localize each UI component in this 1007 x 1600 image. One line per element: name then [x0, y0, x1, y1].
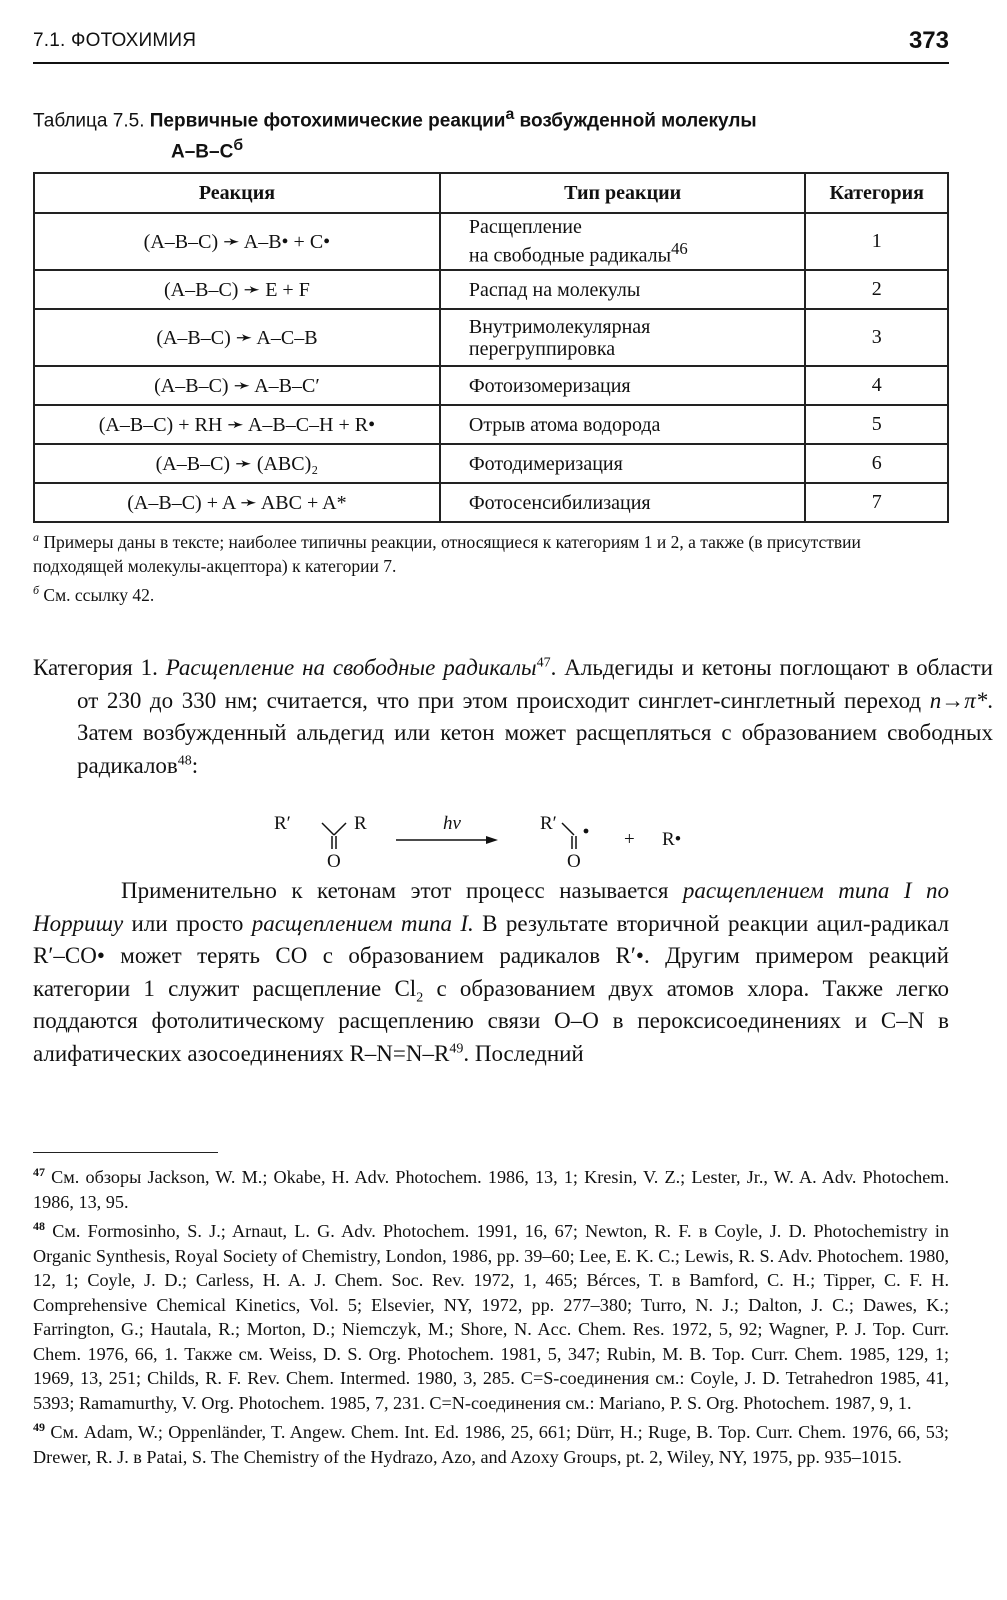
category-cell: 5 [805, 405, 948, 444]
scheme-r-radical: R• [662, 829, 682, 850]
type-cell [440, 213, 806, 270]
ref-47: 47 [536, 655, 551, 671]
category-cell: 1 [805, 213, 948, 270]
paragraph-text: В результате вторичной реакции ацил-радикал R′–CO• может терять CO с образованием радикалов R′•. Другим примером реакций категории 1 служит расщепление Cl [33, 910, 949, 1001]
ref-48: 48 [177, 753, 192, 769]
scheme-r-prime-product: R′ [540, 813, 557, 834]
footnotes [33, 1160, 949, 1469]
table-title-line2 [33, 133, 949, 164]
reaction-cell: (A–B–C) ➛ (ABC)₂ [34, 444, 440, 483]
norrish-reaction-scheme [270, 805, 710, 875]
table-note-a [33, 525, 949, 578]
category-cell: 6 [805, 444, 948, 483]
page-number: 373 [908, 27, 949, 54]
scheme-plus: + [624, 829, 635, 850]
note-b-mark: б [33, 582, 40, 597]
type-line2: на свободные радикалы [468, 244, 672, 267]
reaction-cell: (A–B–C) ➛ E + F [34, 270, 440, 309]
paragraph-text: с образованием двух атомов хлора. Также легко поддаются фотолитическому расщеплению связи O–O в пероксисоединениях и C–N в алифатических азосоединениях R–N=N–R [33, 975, 949, 1066]
bond-line [562, 823, 574, 835]
reaction-cell: (A–B–C) + A ➛ ABC + A* [34, 483, 440, 522]
term-italic: расщеплением типа I по Норришу [33, 878, 949, 936]
molecule-label: А–В–С [171, 141, 234, 163]
scheme-r-prime: R′ [274, 813, 291, 834]
reaction-cell: (A–B–C) ➛ A–B• + C• [34, 213, 440, 270]
table-row [34, 213, 948, 270]
category-cell: 2 [805, 270, 948, 309]
type-cell: Фотосенсибилизация [440, 483, 806, 522]
section-title: 7.1. ФОТОХИМИЯ [33, 30, 197, 51]
ref-49: 49 [449, 1041, 464, 1057]
bond-line [322, 823, 334, 835]
type-ref: 46 [671, 239, 688, 259]
footnote-divider [33, 1152, 218, 1153]
table-row [34, 270, 948, 309]
type-line1: Внутримолекулярная [468, 315, 651, 338]
table-title-rest: возбужденной молекулы [514, 110, 757, 132]
paragraph-text: . Затем возбужденный альдегид или кетон может расщепляться с образованием свободных радикалов [77, 687, 993, 778]
footnote-49 [33, 1415, 949, 1469]
scheme-hv: hv [443, 813, 461, 834]
scheme-o: O [327, 851, 341, 872]
paragraph-text: Применительно к кетонам этот процесс называется [121, 878, 683, 903]
table-row [34, 444, 948, 483]
table-note-b [33, 578, 949, 607]
category-cell: 7 [805, 483, 948, 522]
category-cell: 4 [805, 366, 948, 405]
bond-line [334, 823, 346, 835]
type-cell: Отрыв атома водорода [440, 405, 806, 444]
reaction-cell: (A–B–C) + RH ➛ A–B–C–H + R• [34, 405, 440, 444]
type-cell: Фотодимеризация [440, 444, 806, 483]
scheme-o-product: O [567, 851, 581, 872]
footnote-48 [33, 1214, 949, 1415]
scheme-r: R [354, 813, 367, 834]
table-row [34, 366, 948, 405]
running-head [33, 28, 949, 64]
transition-notation: n→π* [929, 687, 988, 713]
header-category: Категория [805, 173, 948, 213]
paragraph-text: . Альдегиды и кетоны поглощают в области от 230 до 330 нм; считается, что при этом происходит синглет-синглетный переход [77, 655, 993, 713]
paragraph-text: . Последний [463, 1040, 584, 1066]
footnote-text: См. Adam, W.; Oppenländer, T. Angew. Chem. Int. Ed. 1986, 25, 661; Dürr, H.; Ruge, B. Top. Curr. Chem. 1976, 66, 53; Drewer, R. J. в Patai, S. The Chemistry of the Hydrazo, Azo, and Azoxy Groups, pt. 2, Wiley, NY, 1975, pp. 935–1015. [33, 1422, 949, 1467]
note-a-text: Примеры даны в тексте; наиболее типичны реакции, относящиеся к категориям 1 и 2, а также (в присутствии подходящей молекулы-акцептора) к категории 7. [33, 531, 861, 576]
footnote-47 [33, 1160, 949, 1214]
category-cell: 3 [805, 309, 948, 366]
footnote-number: 48 [33, 1219, 45, 1234]
type-line2: перегруппировка [468, 337, 616, 360]
subscript: 2 [416, 990, 424, 1006]
table-note-mark-b: б [233, 137, 244, 155]
type-cell: Распад на молекулы [440, 270, 806, 309]
table-note-mark-a: а [505, 106, 515, 123]
table-notes [33, 525, 949, 607]
footnote-text: См. Formosinho, S. J.; Arnaut, L. G. Adv. Photochem. 1991, 16, 67; Newton, R. F. в Coyle, J. D. Photochemistry in Organic Synthesis, Royal Society of Chemistry, London, 1986, pp. 39–60; Lee, E. K. C.; Lewis, R. S. Adv. Photochem. 1980, 12, 1; Coyle, J. D.; Carless, H. A. J. Chem. Soc. Rev. 1972, 1, 465; Bérces, T. в Bamford, C. H.; Tipper, C. F. H. Comprehensive Chemical Kinetics, Vol. 5; Elsevier, NY, 1972, pp. 277–380; Turro, N. J.; Dalton, J. C.; Dawes, K.; Farrington, G.; Hautala, R.; Morton, D.; Niemczyk, M.; Shore, N. Acc. Chem. Res. 1972, 5, 92; Wagner, P. J. Top. Curr. Chem. 1976, 66, 1. Также см. Weiss, D. S. Org. Photochem. 1981, 5, 347; Rubin, M. B. Top. Curr. Chem. 1985, 129, 1; 1969, 13, 251; Childs, R. F. Rev. Chem. Intermed. 1980, 3, 285. C=S-соединения см.: Coyle, J. D. Tetrahedron 1985, 41, 5393; Ramamurthy, V. Org. Photochem. 1985, 7, 231. C=N-соединения см.: Mariano, P. S. Org. Photochem. 1987, 9, 1. [33, 1221, 949, 1413]
type-line1: Расщепление [468, 216, 582, 239]
table-row [34, 483, 948, 522]
paragraph-norrish [33, 875, 949, 1071]
type-cell: Фотоизомеризация [440, 366, 806, 405]
term-italic: расщеплением типа I. [251, 910, 474, 936]
paragraph-category-1 [33, 652, 993, 782]
note-b-text: См. ссылку 42. [39, 584, 155, 605]
category-lead: Категория 1. [33, 655, 166, 680]
radical-dot [584, 829, 589, 834]
note-a-mark: а [33, 530, 39, 544]
reaction-arrowhead [486, 836, 498, 844]
paragraph-text: : [191, 752, 199, 778]
header-type: Тип реакции [440, 173, 806, 213]
reaction-cell: (A–B–C) ➛ A–C–B [34, 309, 440, 366]
table-label: Таблица 7.5. [33, 110, 150, 132]
header-reaction: Реакция [34, 173, 440, 213]
table-row [34, 309, 948, 366]
category-title: Расщепление на свободные радикалы [165, 655, 537, 680]
table-caption [33, 102, 949, 165]
footnote-number: 47 [33, 1165, 45, 1179]
type-cell [440, 309, 806, 366]
footnote-number: 49 [33, 1420, 45, 1435]
table-title: Первичные фотохимические реакции [149, 110, 506, 132]
paragraph-text: или просто [123, 910, 252, 936]
reactions-table [33, 172, 949, 523]
table-header-row [34, 173, 948, 213]
footnote-text: См. обзоры Jackson, W. M.; Okabe, H. Adv. Photochem. 1986, 13, 1; Kresin, V. Z.; Lester, Jr., W. A. Adv. Photochem. 1986, 13, 95. [33, 1167, 949, 1212]
table-row [34, 405, 948, 444]
reaction-cell: (A–B–C) ➛ A–B–C′ [34, 366, 440, 405]
